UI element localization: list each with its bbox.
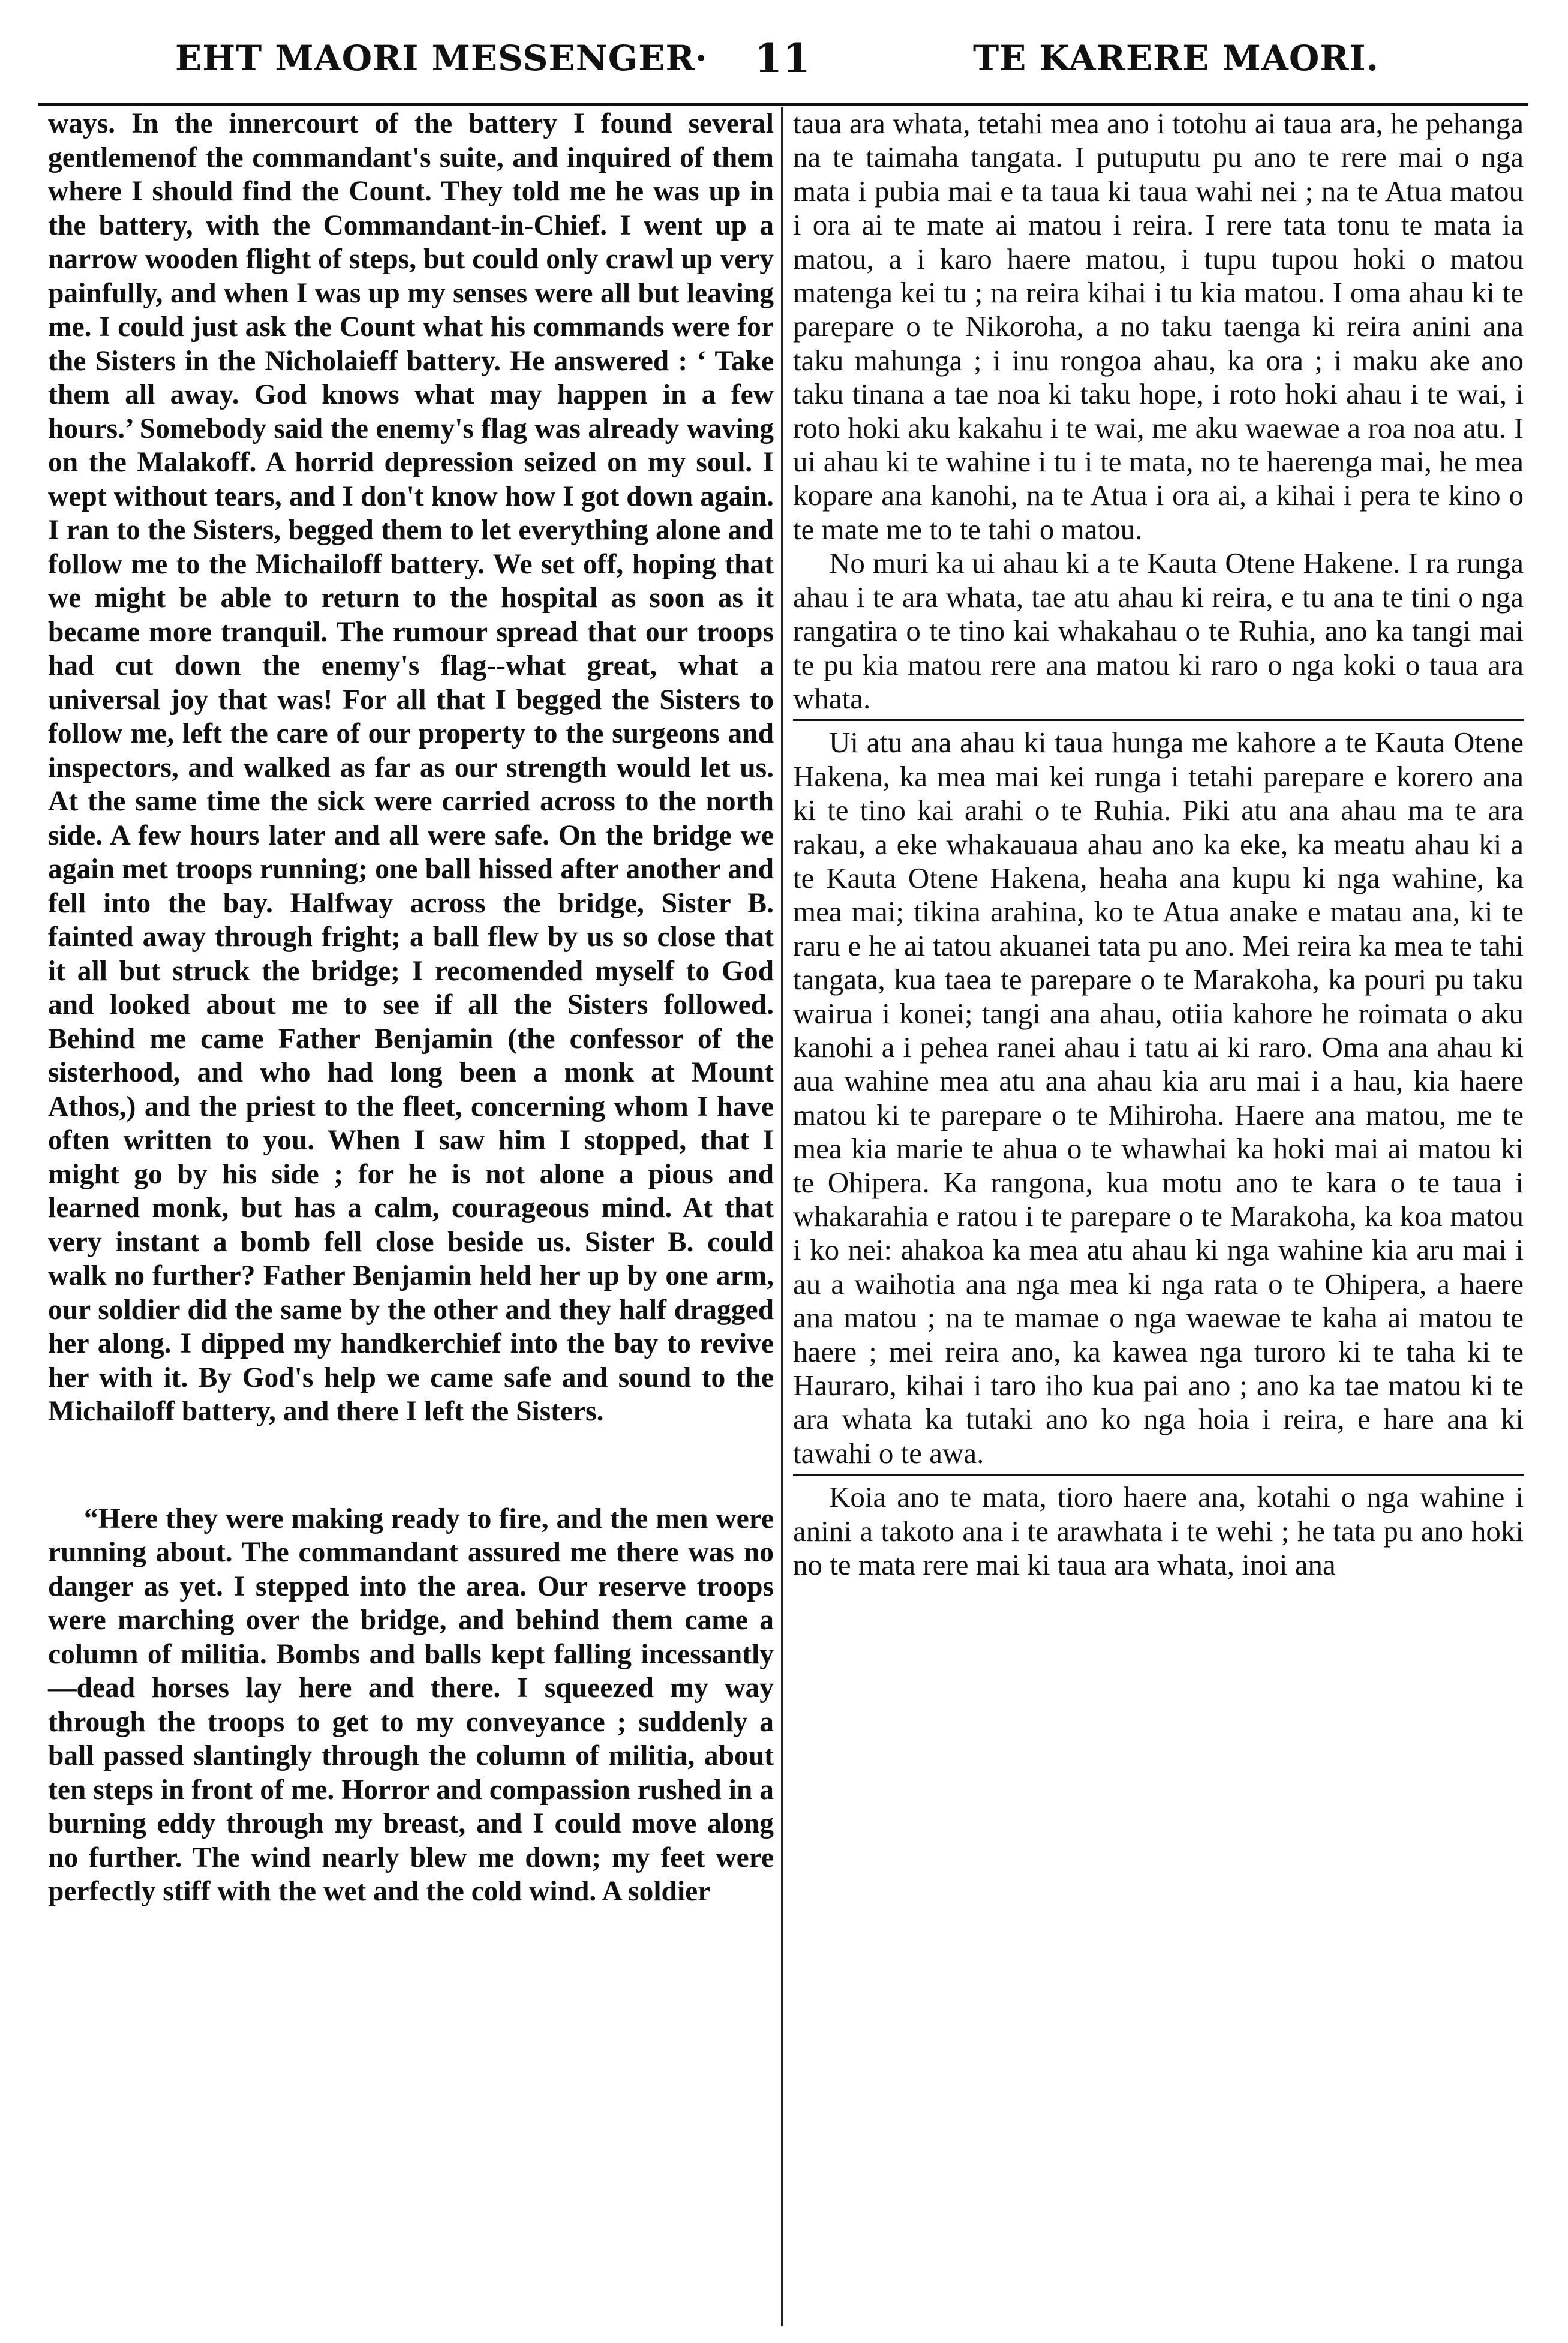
paragraph-rule [793,1474,1524,1476]
maori-paragraph-1: taua ara whata, tetahi mea ano i totohu ai taua ara, he pehanga na te taimaha tangata. I putuputu pu ano te rere mai o nga mata i pubia mai e ta taua ki taua wahi nei ; na te Atua matou i ora ai te mate ai matou i reira. I rere tata tonu te mata ia matou, a i karo haere matou, i tupu tupou hoki o matou matenga kei tu ; na reira kihai i tu kia matou. I oma ahau ki te parepare o te Nikoroha, a no taku taenga ki reira anini ana taku mahunga ; i inu rongoa ahau, ka ora ; i maku ake ano taku tinana a tae noa ki taku hope, i roto hoki ahau i te wai, i roto hoki aku kakahu i te wai, me aku waewae a roa noa atu. I ui ahau ki te wahine i tu i te mata, no te haerenga mai, he mea kopare ana kanohi, na te Atua i ora ai, a kihai i pera te kino o te mate me to te tahi o matou. [793,107,1524,546]
page-number: 11 [755,35,811,82]
paragraph-gap [48,1429,774,1502]
english-column [48,107,774,1909]
english-title: EHT MAORI MESSENGER· [175,38,708,79]
maori-paragraph-4: Koia ano te mata, tioro haere ana, kotahi o nga wahine i anini a takoto ana i te arawhata i te wehi ; he tata pu ano hoki no te mata rere mai ki taua ara whata, inoi ana [793,1480,1524,1582]
maori-paragraph-2: No muri ka ui ahau ki a te Kauta Otene Hakene. I ra runga ahau i te ara whata, tae atu ahau ki reira, e tu ana te tini o nga rangatira o te tino kai whakahau o te Ruhia, ano ka tangi mai te pu kia matou rere ana matou ki raro o nga koki o taua ara whata. [793,546,1524,715]
column-divider [781,107,783,2326]
english-paragraph-1: ways. In the innercourt of the battery I found several gentlemenof the commandant's suite, and inquired of them where I should find the Count. They told me he was up in the battery, with the Commandant-in-Chief. I went up a narrow wooden flight of steps, but could only crawl up very painfully, and when I was up my senses were all but leaving me. I could just ask the Count what his commands were for the Sisters in the Nicholaieff battery. He answered : ‘ Take them all away. God knows what may happen in a few hours.’ Somebody said the enemy's flag was already waving on the Malakoff. A horrid depression seized on my soul. I wept without tears, and I don't know how I got down again. I ran to the Sisters, begged them to let everything alone and follow me to the Michailoff battery. We set off, hoping that we might be able to return to the hospital as soon as it became more tranquil. The rumour spread that our troops had cut down the enemy's flag--what great, what a universal joy that was! For all that I begged the Sisters to follow me, left the care of our property to the surgeons and inspectors, and walked as far as our strength would let us. At the same time the sick were carried across to the north side. A few hours later and all were safe. On the bridge we again met troops running; one ball hissed after another and fell into the bay. Halfway across the bridge, Sister B. fainted away through fright; a ball flew by us so close that it all but struck the bridge; I recomended myself to God and looked about me to see if all the Sisters followed. Behind me came Father Benjamin (the confessor of the sisterhood, and who had long been a monk at Mount Athos,) and the priest to the fleet, concerning whom I have often written to you. When I saw him I stopped, that I might go by his side ; for he is not alone a pious and learned monk, but has a calm, courageous mind. At that very instant a bomb fell close beside us. Sister B. could walk no further? Father Benjamin held her up by one arm, our soldier did the same by the other and they half dragged her along. I dipped my handkerchief into the bay to revive her with it. By God's help we came safe and sound to the Michailoff battery, and there I left the Sisters. [48,108,774,1427]
maori-title: TE KARERE MAORI. [973,38,1379,79]
maori-paragraph-3: Ui atu ana ahau ki taua hunga me kahore a te Kauta Otene Hakena, ka mea mai kei runga i tetahi parepare e korero ana ki te tino kai arahi o te Ruhia. Piki atu ana ahau ma te ara rakau, a eke whakauaua ahau ano ka eke, ka meatu ahau ki a te Kauta Otene Hakena, heaha ana kupu ki nga wahine, ka mea mai; tikina arahina, ko te Atua anake e matau ana, ki te raru e he ai tatou akuanei tata pu ano. Mei reira ka mea te tahi tangata, kua taea te parepare o te Marakoha, ka pouri pu taku wairua i konei; tangi ana ahau, otiia kahore he roimata o aku kanohi a i pehea ranei ahau i tatu ai ki raro. Oma ana ahau ki aua wahine mea atu ana ahau kia aru mai i a hau, kia haere matou ki te parepare o te Mihiroha. Haere ana matou, me te mea kia marie te ahua o te whawhai ka hoki mai ai matou ki te Ohipera. Ka rangona, kua motu ano te kara o te taua i whakarahia e ratou i te parepare o te Marakoha, ka koa matou i ko nei: ahakoa ka mea atu ahau ki nga wahine kia aru mai i au a waihotia ana nga mea ki nga rata o te Ohipera, a haere ana matou ; na te mamae o nga waewae te kaha ai matou te haere ; mei reira ano, ka kawea nga turoro ki te taha ki te Hauraro, kihai i taro iho kua pai ano ; ano ka tae matou ki te ara whata ka tutaki ano ko nga hoia i reira, e hare ana ki tawahi o te awa. [793,726,1524,1470]
page-header [0,0,1568,84]
english-paragraph-2: “Here they were making ready to fire, and the men were running about. The commandant assured me there was no danger as yet. I stepped into the area. Our reserve troops were marching over the bridge, and behind them came a column of militia. Bombs and balls kept falling incessantly—dead horses lay here and there. I squeezed my way through the troops to get to my conveyance ; suddenly a ball passed slantingly through the column of militia, about ten steps in front of me. Horror and compassion rushed in a burning eddy through my breast, and I could move along no further. The wind nearly blew me down; my feet were perfectly stiff with the wet and the cold wind. A soldier [48,1503,774,1907]
paragraph-rule [793,719,1524,721]
maori-column [793,107,1524,1582]
header-rule [38,103,1528,106]
